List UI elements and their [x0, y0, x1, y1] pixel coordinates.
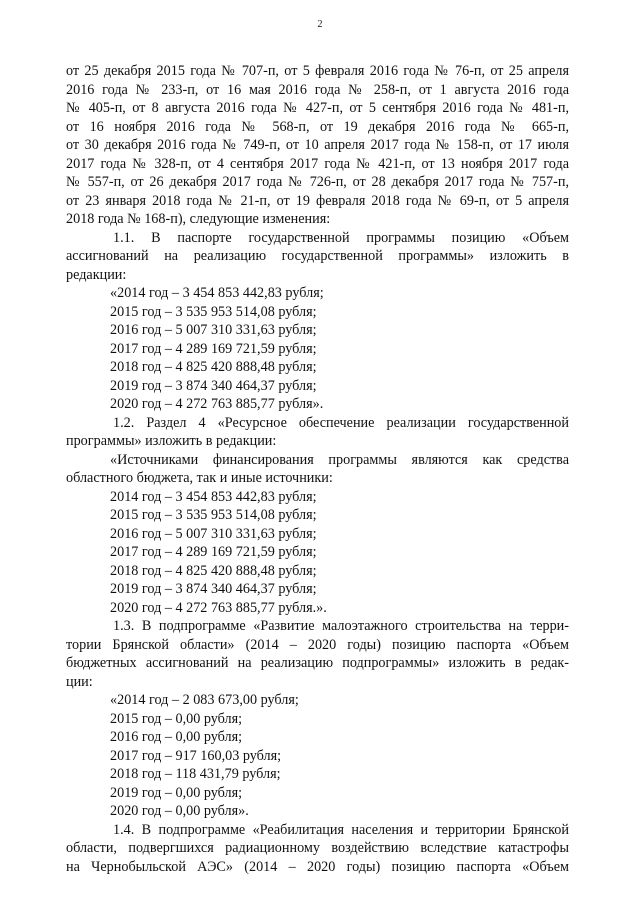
text-line: 1.2. Раздел 4 «Ресурсное обеспечение реализации государственной — [113, 414, 569, 431]
text-line: 2016 года № 233-п, от 16 мая 2016 года № 258-п, от 1 августа 2016 года — [66, 81, 569, 98]
text-line: бюджетных ассигнований на реализацию подпрограммы» изложить в редак- — [66, 655, 569, 671]
text-line: области, подвергшихся радиационному воздействию вследствие катастрофы — [66, 840, 569, 856]
text-line: от 16 ноября 2016 года № 568-п, от 19 декабря 2016 года № 665-п, — [66, 118, 569, 135]
text-line: «2014 год – 3 454 853 442,83 рубля; — [110, 285, 324, 301]
text-line: от 25 декабря 2015 года № 707-п, от 5 февраля 2016 года № 76-п, от 25 апреля — [66, 63, 569, 79]
text-line: № 405-п, от 8 августа 2016 года № 427-п, от 5 сентября 2016 года № 481-п, — [66, 100, 569, 116]
text-line: 2020 год – 0,00 рубля». — [110, 803, 249, 819]
text-line: «2014 год – 2 083 673,00 рубля; — [110, 692, 299, 708]
text-line: 2015 год – 3 535 953 514,08 рубля; — [110, 303, 317, 320]
text-line: программы» изложить в редакции: — [66, 433, 277, 449]
text-line: 2015 год – 0,00 рубля; — [110, 710, 243, 727]
text-line: 2018 год – 118 431,79 рубля; — [110, 766, 281, 782]
text-line: 2020 год – 4 272 763 885,77 рубля.». — [110, 599, 327, 616]
text-line: 2018 года № 168-п), следующие изменения: — [66, 211, 331, 227]
text-line: 2019 год – 3 874 340 464,37 рубля; — [110, 377, 317, 394]
text-line: 2017 год – 4 289 169 721,59 рубля; — [110, 340, 317, 357]
page-number: 2 — [317, 19, 323, 30]
text-line: 2019 год – 0,00 рубля; — [110, 784, 243, 801]
text-line: 1.3. В подпрограмме «Развитие малоэтажного строительства на терри- — [113, 618, 569, 634]
text-line: редакции: — [66, 266, 127, 283]
text-line: 2015 год – 3 535 953 514,08 рубля; — [110, 507, 317, 523]
text-line: 2020 год – 4 272 763 885,77 рубля». — [110, 396, 324, 412]
text-line: от 23 января 2018 года № 21-п, от 19 февраля 2018 года № 69-п, от 5 апреля — [66, 192, 569, 209]
text-line: 1.1. В паспорте государственной программы позицию «Объем — [113, 229, 569, 246]
text-line: 2018 год – 4 825 420 888,48 рубля; — [110, 562, 317, 579]
text-line: ассигнований на реализацию государственной программы» изложить в — [66, 248, 569, 264]
text-line: 2017 год – 4 289 169 721,59 рубля; — [110, 544, 317, 560]
text-line: областного бюджета, так и иные источники: — [66, 470, 333, 486]
text-line: 2017 года № 328-п, от 4 сентября 2017 года № 421-п, от 13 ноября 2017 года — [66, 155, 569, 172]
text-line: от 30 декабря 2016 года № 749-п, от 10 апреля 2017 года № 158-п, от 17 июля — [66, 137, 569, 153]
text-line: 2014 год – 3 454 853 442,83 рубля; — [110, 488, 317, 505]
text-line: 2016 год – 5 007 310 331,63 рубля; — [110, 525, 317, 542]
text-line: 2016 год – 5 007 310 331,63 рубля; — [110, 322, 317, 338]
text-line: 2016 год – 0,00 рубля; — [110, 729, 243, 745]
text-line: тории Брянской области» (2014 – 2020 годы) позицию паспорта «Объем — [66, 636, 569, 653]
text-line: «Источниками финансирования программы являются как средства — [110, 451, 569, 468]
text-line: 2018 год – 4 825 420 888,48 рубля; — [110, 359, 317, 375]
text-line: на Чернобыльской АЭС» (2014 – 2020 годы) позицию паспорта «Объем — [66, 858, 569, 875]
text-line: № 557-п, от 26 декабря 2017 года № 726-п, от 28 декабря 2017 года № 757-п, — [66, 174, 569, 190]
text-line: 1.4. В подпрограмме «Реабилитация населения и территории Брянской — [113, 821, 569, 838]
text-line: 2019 год – 3 874 340 464,37 рубля; — [110, 581, 317, 597]
document-body — [66, 62, 569, 876]
text-line: ции: — [66, 673, 93, 690]
text-line: 2017 год – 917 160,03 рубля; — [110, 747, 282, 764]
